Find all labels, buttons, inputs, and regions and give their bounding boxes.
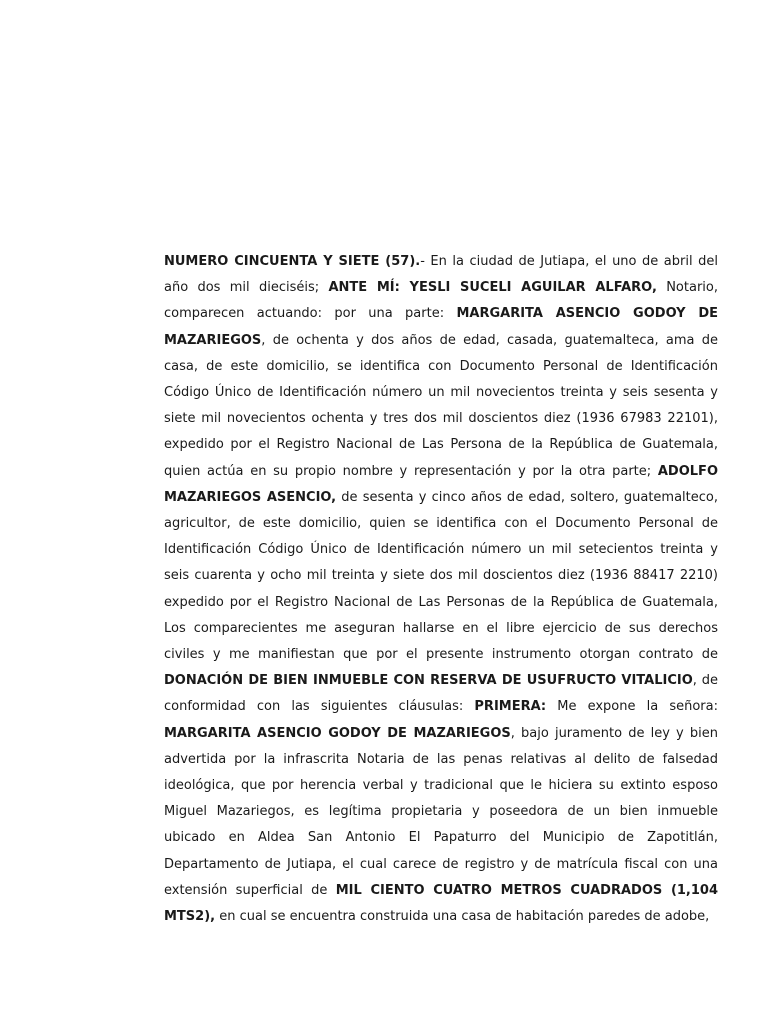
donor-name-repeat: MARGARITA ASENCIO GODOY DE MAZARIEGOS [164,725,511,741]
recipient-name: ADOLFO MAZARIEGOS ASENCIO, [164,463,718,505]
deed-text-segment: - En la ciudad de Jutiapa, el uno de abril del año dos mil dieciséis; [164,254,718,296]
deed-paragraph [164,249,718,930]
deed-text-segment: en cual se encuentra construida una casa de habitación paredes de adobe, [215,909,710,925]
deed-text-segment: de sesenta y cinco años de edad, soltero, guatemalteco, agricultor, de este domicilio, quien se identifica con el Documento Personal de Identificación Código Único de Identificación número un mil setecientos treinta y seis cuarenta y ocho mil treinta y siete dos mil doscientos diez (1936 88417 2210) expedido por el Registro Nacional de Las Personas de la República de Guatemala, Los comparecientes me aseguran hallarse en el libre ejercicio de sus derechos civiles y me manifiestan que por el presente instrumento otorgan contrato de [164,489,718,663]
donor-name: MARGARITA ASENCIO GODOY DE MAZARIEGOS [164,306,718,348]
deed-text-segment: Notario, comparecen actuando: por una parte: [164,280,718,322]
deed-text-block [164,249,718,930]
deed-text-segment: Me expone la señora: [546,699,718,715]
deed-number-heading: NUMERO CINCUENTA Y SIETE (57). [164,254,421,269]
deed-text-segment: , de conformidad con las siguientes cláusulas: [164,673,718,715]
deed-text-segment: , de ochenta y dos años de edad, casada, guatemalteca, ama de casa, de este domicilio, se identifica con Documento Personal de Identificación Código Único de Identificación número un mil novecientos treinta y seis sesenta y siete mil novecientos ochenta y tres dos mil doscientos diez (1936 67983 22101), expedido por el Registro Nacional de Las Persona de la República de Guatemala, quien actúa en su propio nombre y representación y por la otra parte; [164,332,718,479]
notary-name: ANTE MÍ: YESLI SUCELI AGUILAR ALFARO, [328,280,657,296]
deed-text-segment: , bajo juramento de ley y bien advertida por la infrascrita Notaria de las penas relativas al delito de falsedad ideológica, que por herencia verbal y tradicional que le hiciera su extinto esposo Miguel Mazariegos, es legítima propietaria y poseedora de un bien inmueble ubicado en Aldea San Antonio El Papaturro del Municipio de Zapotitlán, Departamento de Jutiapa, el cual carece de registro y de matrícula fiscal con una extensión superficial de [164,725,718,898]
contract-type: DONACIÓN DE BIEN INMUEBLE CON RESERVA DE USUFRUCTO VITALICIO [164,673,693,689]
clause-heading-primera: PRIMERA: [474,699,547,715]
property-area: MIL CIENTO CUATRO METROS CUADRADOS (1,104 MTS2), [164,882,719,925]
